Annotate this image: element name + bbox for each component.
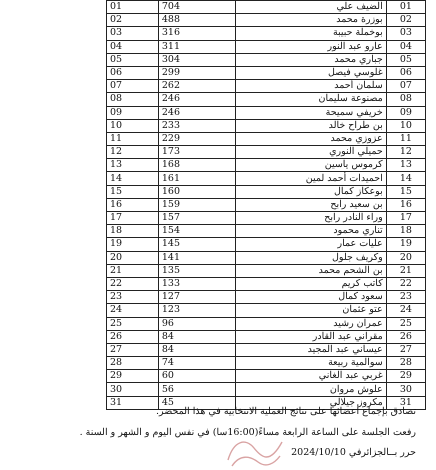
results-table-body [107,1,426,410]
row-number-right: 17 [386,212,425,225]
row-number-right: 04 [386,40,425,53]
row-number-left: 29 [107,370,159,383]
row-number-left: 01 [107,1,159,14]
candidate-name: جباري محمد [236,53,387,66]
row-number-right: 28 [386,357,425,370]
row-number-right: 12 [386,146,425,159]
vote-count: 60 [158,370,235,383]
row-number-left: 30 [107,383,159,396]
row-number-left: 09 [107,106,159,119]
row-number-right: 14 [386,172,425,185]
row-number-right: 22 [386,277,425,290]
candidate-name: كرموس ياسين [236,159,387,172]
row-number-left: 16 [107,198,159,211]
row-number-left: 23 [107,291,159,304]
candidate-name: علوش مروان [236,383,387,396]
table-row [107,53,426,66]
table-row [107,264,426,277]
candidate-name: مقراني عبد القادر [236,330,387,343]
row-number-left: 21 [107,264,159,277]
table-row [107,225,426,238]
vote-count: 299 [158,66,235,79]
row-number-right: 31 [386,396,425,409]
candidate-name: الضيف علي [236,1,387,14]
approval-statement: تصادق بإجماع أعضائها على نتائج العملية الانتخابية في هذا المحضر. [156,406,416,417]
table-row [107,146,426,159]
vote-count: 56 [158,383,235,396]
row-number-right: 02 [386,14,425,27]
candidate-name: غربي عبد الغاني [236,370,387,383]
row-number-left: 10 [107,119,159,132]
table-row [107,119,426,132]
vote-count: 45 [158,396,235,409]
vote-count: 173 [158,146,235,159]
candidate-name: كاتب كريم [236,277,387,290]
row-number-right: 29 [386,370,425,383]
row-number-right: 20 [386,251,425,264]
table-row [107,357,426,370]
candidate-name: عيساني عبد المجيد [236,343,387,356]
candidate-name: احميدات أحمد لمين [236,172,387,185]
row-number-left: 20 [107,251,159,264]
candidate-name: عمران رشيد [236,317,387,330]
row-number-left: 27 [107,343,159,356]
row-number-left: 26 [107,330,159,343]
candidate-name: عتو عثمان [236,304,387,317]
row-number-left: 31 [107,396,159,409]
table-row [107,27,426,40]
candidate-name: تناري محمود [236,225,387,238]
row-number-right: 06 [386,66,425,79]
row-number-right: 13 [386,159,425,172]
row-number-right: 27 [386,343,425,356]
candidate-name: بوعكاز كمال [236,185,387,198]
vote-count: 161 [158,172,235,185]
table-row [107,291,426,304]
candidate-name: مكروز جيلالي [236,396,387,409]
row-number-left: 18 [107,225,159,238]
table-row [107,80,426,93]
candidate-name: سوالمية ربيعة [236,357,387,370]
vote-count: 159 [158,198,235,211]
table-row [107,330,426,343]
table-row [107,304,426,317]
vote-count: 311 [158,40,235,53]
row-number-right: 16 [386,198,425,211]
table-row [107,238,426,251]
table-row [107,159,426,172]
table-row [107,343,426,356]
table-row [107,185,426,198]
candidate-name: وراء النادر رابح [236,212,387,225]
row-number-left: 11 [107,132,159,145]
row-number-left: 13 [107,159,159,172]
candidate-name: سعود كمال [236,291,387,304]
candidate-name: مصنوعة سليمان [236,93,387,106]
table-row [107,317,426,330]
row-number-right: 09 [386,106,425,119]
row-number-right: 21 [386,264,425,277]
vote-count: 488 [158,14,235,27]
row-number-left: 15 [107,185,159,198]
candidate-name: عليات عمار [236,238,387,251]
row-number-left: 07 [107,80,159,93]
table-row [107,277,426,290]
table-row [107,40,426,53]
signed-place-date: حرر بــالجزائرفي 2024/10/10 [291,447,416,458]
candidate-name: عارو عبد النور [236,40,387,53]
row-number-right: 01 [386,1,425,14]
row-number-left: 24 [107,304,159,317]
vote-count: 135 [158,264,235,277]
table-row [107,93,426,106]
candidate-name: حميلي النوري [236,146,387,159]
session-closing-statement: رفعت الجلسة على الساعة الرابعة مساءً(16:00سا) في نفس اليوم و الشهر و السنة . [79,427,416,438]
vote-count: 157 [158,212,235,225]
table-row [107,198,426,211]
vote-count: 123 [158,304,235,317]
table-row [107,14,426,27]
row-number-left: 06 [107,66,159,79]
vote-count: 229 [158,132,235,145]
table-row [107,66,426,79]
candidate-name: بوزرة محمد [236,14,387,27]
vote-count: 96 [158,317,235,330]
candidate-name: وكريف جلول [236,251,387,264]
vote-count: 262 [158,80,235,93]
vote-count: 704 [158,1,235,14]
table-row [107,106,426,119]
table-row [107,172,426,185]
row-number-left: 04 [107,40,159,53]
table-row [107,251,426,264]
row-number-left: 03 [107,27,159,40]
vote-count: 84 [158,330,235,343]
vote-count: 304 [158,53,235,66]
row-number-right: 05 [386,53,425,66]
row-number-right: 25 [386,317,425,330]
row-number-left: 28 [107,357,159,370]
vote-count: 160 [158,185,235,198]
table-row [107,132,426,145]
table-row [107,212,426,225]
vote-count: 154 [158,225,235,238]
results-table [106,0,426,410]
row-number-right: 10 [386,119,425,132]
row-number-right: 03 [386,27,425,40]
row-number-left: 08 [107,93,159,106]
candidate-name: بن طراح خالد [236,119,387,132]
table-row [107,1,426,14]
row-number-right: 19 [386,238,425,251]
vote-count: 74 [158,357,235,370]
row-number-right: 26 [386,330,425,343]
candidate-name: سلمان أحمد [236,80,387,93]
vote-count: 246 [158,106,235,119]
vote-count: 316 [158,27,235,40]
vote-count: 145 [158,238,235,251]
candidate-name: بوخملة حبيبة [236,27,387,40]
candidate-name: غلوسي فيصل [236,66,387,79]
row-number-left: 05 [107,53,159,66]
row-number-left: 22 [107,277,159,290]
row-number-right: 11 [386,132,425,145]
vote-count: 168 [158,159,235,172]
candidate-name: بن الشحم محمد [236,264,387,277]
official-stamp [224,430,286,470]
vote-count: 246 [158,93,235,106]
table-row [107,383,426,396]
row-number-right: 30 [386,383,425,396]
vote-count: 127 [158,291,235,304]
row-number-left: 02 [107,14,159,27]
row-number-left: 12 [107,146,159,159]
row-number-right: 24 [386,304,425,317]
row-number-left: 19 [107,238,159,251]
row-number-left: 17 [107,212,159,225]
row-number-right: 08 [386,93,425,106]
row-number-right: 07 [386,80,425,93]
row-number-right: 23 [386,291,425,304]
vote-count: 133 [158,277,235,290]
vote-count: 141 [158,251,235,264]
row-number-left: 25 [107,317,159,330]
row-number-left: 14 [107,172,159,185]
vote-count: 233 [158,119,235,132]
candidate-name: خريفي سميحة [236,106,387,119]
row-number-right: 18 [386,225,425,238]
table-row [107,370,426,383]
vote-count: 84 [158,343,235,356]
candidate-name: بن سعيد رابح [236,198,387,211]
candidate-name: عزوزي محمد [236,132,387,145]
row-number-right: 15 [386,185,425,198]
